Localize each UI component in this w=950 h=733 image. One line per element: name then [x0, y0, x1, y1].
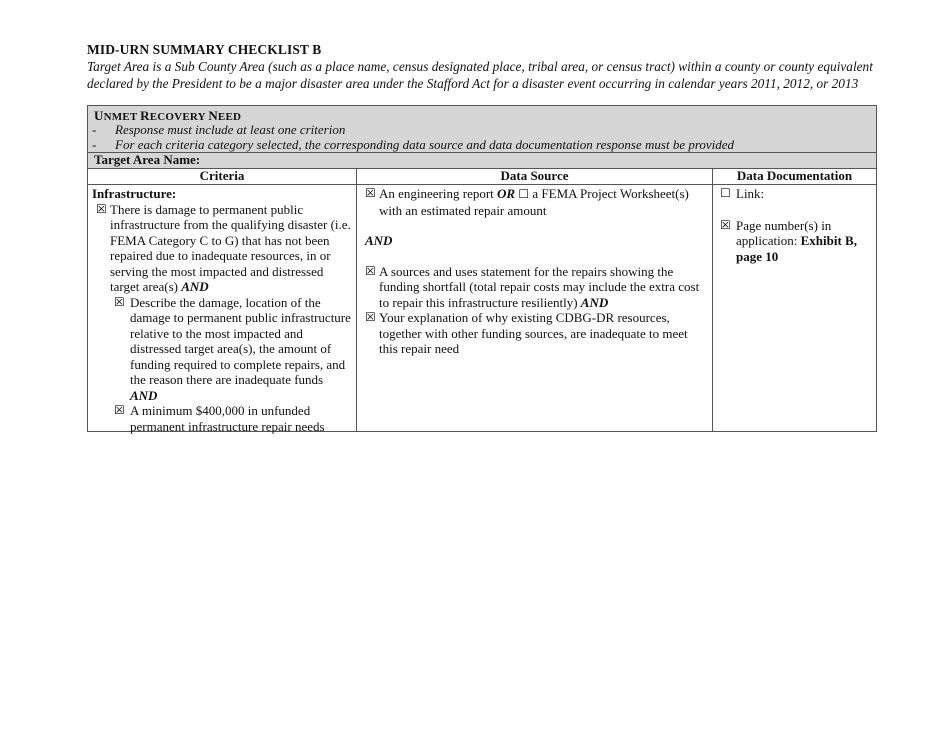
- data-source-item: ☒ A sources and uses statement for the repairs showing the funding shortfall (total repair costs may include the extra cost to repair this infrastructure resiliently) AND: [365, 263, 700, 310]
- checked-box-icon[interactable]: ☒: [365, 263, 376, 278]
- page-number-value: Exhibit B, page 10: [736, 233, 857, 264]
- document-title: MID-URN SUMMARY CHECKLIST B: [87, 42, 322, 57]
- criteria-column-header: Criteria: [199, 168, 245, 183]
- divider: [88, 152, 876, 153]
- column-divider: [356, 168, 357, 432]
- checked-box-icon[interactable]: ☒: [365, 186, 376, 200]
- and-separator: AND: [365, 233, 393, 248]
- data-source-column-header: Data Source: [500, 168, 569, 183]
- unchecked-box-icon[interactable]: ☐: [518, 187, 530, 201]
- column-divider: [712, 168, 713, 432]
- data-documentation-column-header: Data Documentation: [736, 168, 853, 183]
- checked-box-icon[interactable]: ☒: [114, 294, 125, 309]
- checklist-table: [87, 105, 877, 432]
- data-source-cell: [365, 186, 707, 357]
- criteria-cell: [92, 186, 352, 434]
- page-number-item: ☒ Page number(s) in application: Exhibit B, page 10: [720, 217, 857, 264]
- criteria-subitem: ☒ A minimum $400,000 in unfunded permanent infrastructure repair needs: [114, 403, 325, 434]
- target-area-label: Target Area Name:: [94, 152, 201, 167]
- link-item: ☐ Link:: [720, 186, 765, 201]
- section-title: UNMET RECOVERY NEED: [94, 108, 242, 123]
- divider: [88, 184, 876, 185]
- data-source-item: ☒ Your explanation of why existing CDBG-DR resources, together with other funding sources, are inadequate to meet this repair need: [365, 310, 688, 356]
- criteria-subitem: ☒ Describe the damage, location of the damage to permanent public infrastructure relative to the most impacted and distressed target area(s), the amount of funding required to complete repairs, and the reason there are inadequate funds AND: [114, 294, 351, 403]
- data-documentation-cell: [720, 186, 870, 264]
- criteria-heading: Infrastructure:: [92, 186, 177, 201]
- criteria-item: ☒ There is damage to permanent public infrastructure from the qualifying disaster (i.e. FEMA Category C to G) that has not been repaired due to inadequate resources, in or serving the most impacted and distressed target area(s) AND: [96, 201, 351, 294]
- checked-box-icon[interactable]: ☒: [96, 201, 107, 216]
- checked-box-icon[interactable]: ☒: [720, 217, 731, 232]
- instruction-note: - For each criteria category selected, the corresponding data source and data documentation response must be provided: [92, 137, 735, 152]
- unchecked-box-icon[interactable]: ☐: [720, 186, 731, 200]
- checked-box-icon[interactable]: ☒: [365, 310, 376, 324]
- instruction-note: - Response must include at least one criterion: [92, 122, 346, 137]
- document-intro: Target Area is a Sub County Area (such as a place name, census designated place, tribal area, or census tract) within a county or county equivalent declared by the President to be a major disaster area under the Stafford Act for a disaster event occurring in calendar years 2011, 2012, or 2013: [87, 59, 873, 91]
- checked-box-icon[interactable]: ☒: [114, 403, 125, 417]
- data-source-item: ☒ An engineering report OR ☐ a FEMA Project Worksheet(s) with an estimated repair amount: [365, 186, 689, 218]
